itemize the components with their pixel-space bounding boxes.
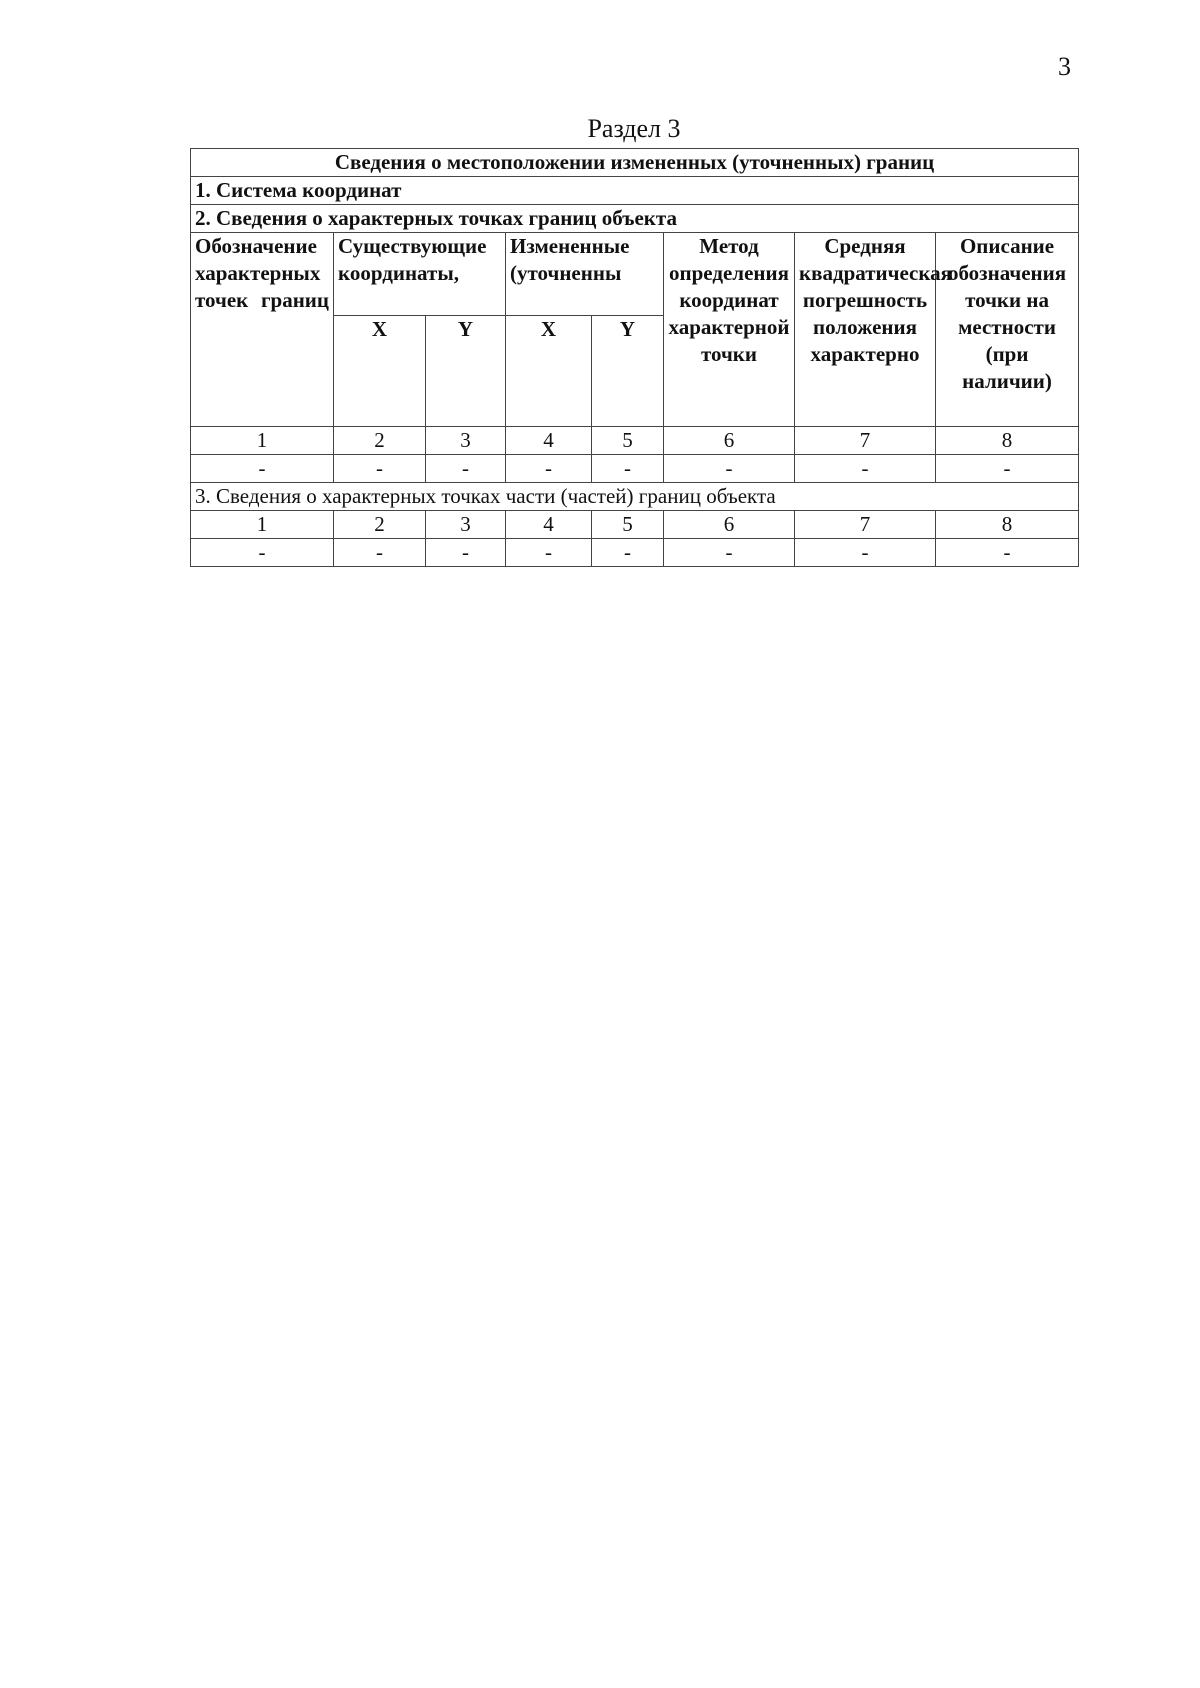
col-number: 5 [592,511,664,539]
page-number: 3 [1058,52,1071,81]
col-number: 2 [334,511,426,539]
column-numbers-row [191,427,1079,455]
table-cell: - [592,455,664,483]
table-cell: - [664,455,795,483]
table-cell: - [334,539,426,567]
table-cell: - [795,539,936,567]
table-cell: - [936,455,1079,483]
table-cell: - [936,539,1079,567]
col-number: 4 [506,427,592,455]
table-cell: - [592,539,664,567]
coordinate-system-row: 1. Система координат [191,177,1079,205]
header-y-existing: Y [426,316,506,427]
table-title: Сведения о местоположении измененных (уточненных) границ [191,149,1079,177]
section-title: Раздел 3 [587,114,681,143]
col-number: 7 [795,427,936,455]
header-x-changed: X [506,316,592,427]
table-cell: - [506,455,592,483]
col-number: 8 [936,511,1079,539]
table-cell: - [426,539,506,567]
col-number: 3 [426,511,506,539]
table-cell: - [506,539,592,567]
table-cell: - [426,455,506,483]
header-existing-coordinates: Существующие координаты, [334,233,506,316]
col-number: 1 [191,427,334,455]
header-description: Описание обозначения точки на местности (при наличии) [936,233,1079,427]
column-numbers-row-2 [191,511,1079,539]
boundary-points-row: 2. Сведения о характерных точках границ объекта [191,205,1079,233]
part-boundary-points-row: 3. Сведения о характерных точках части (частей) границ объекта [191,483,1079,511]
col-number: 8 [936,427,1079,455]
table-cell: - [795,455,936,483]
col-number: 7 [795,511,936,539]
table-cell: - [334,455,426,483]
table-cell: - [664,539,795,567]
col-number: 2 [334,427,426,455]
header-method: Метод определения координат характерной точки [664,233,795,427]
table-row [191,455,1079,483]
col-number: 5 [592,427,664,455]
col-number: 4 [506,511,592,539]
header-changed-coordinates: Измененные (уточненны [506,233,664,316]
header-y-changed: Y [592,316,664,427]
boundary-table [190,148,1079,567]
col-number: 6 [664,511,795,539]
header-point-designation: Обозначение характерных точек границ [191,233,334,427]
header-x-existing: X [334,316,426,427]
col-number: 1 [191,511,334,539]
table-cell: - [191,455,334,483]
header-error: Средняя квадратическая погрешность положения характерно [795,233,936,427]
table-row [191,539,1079,567]
col-number: 6 [664,427,795,455]
col-number: 3 [426,427,506,455]
table-cell: - [191,539,334,567]
